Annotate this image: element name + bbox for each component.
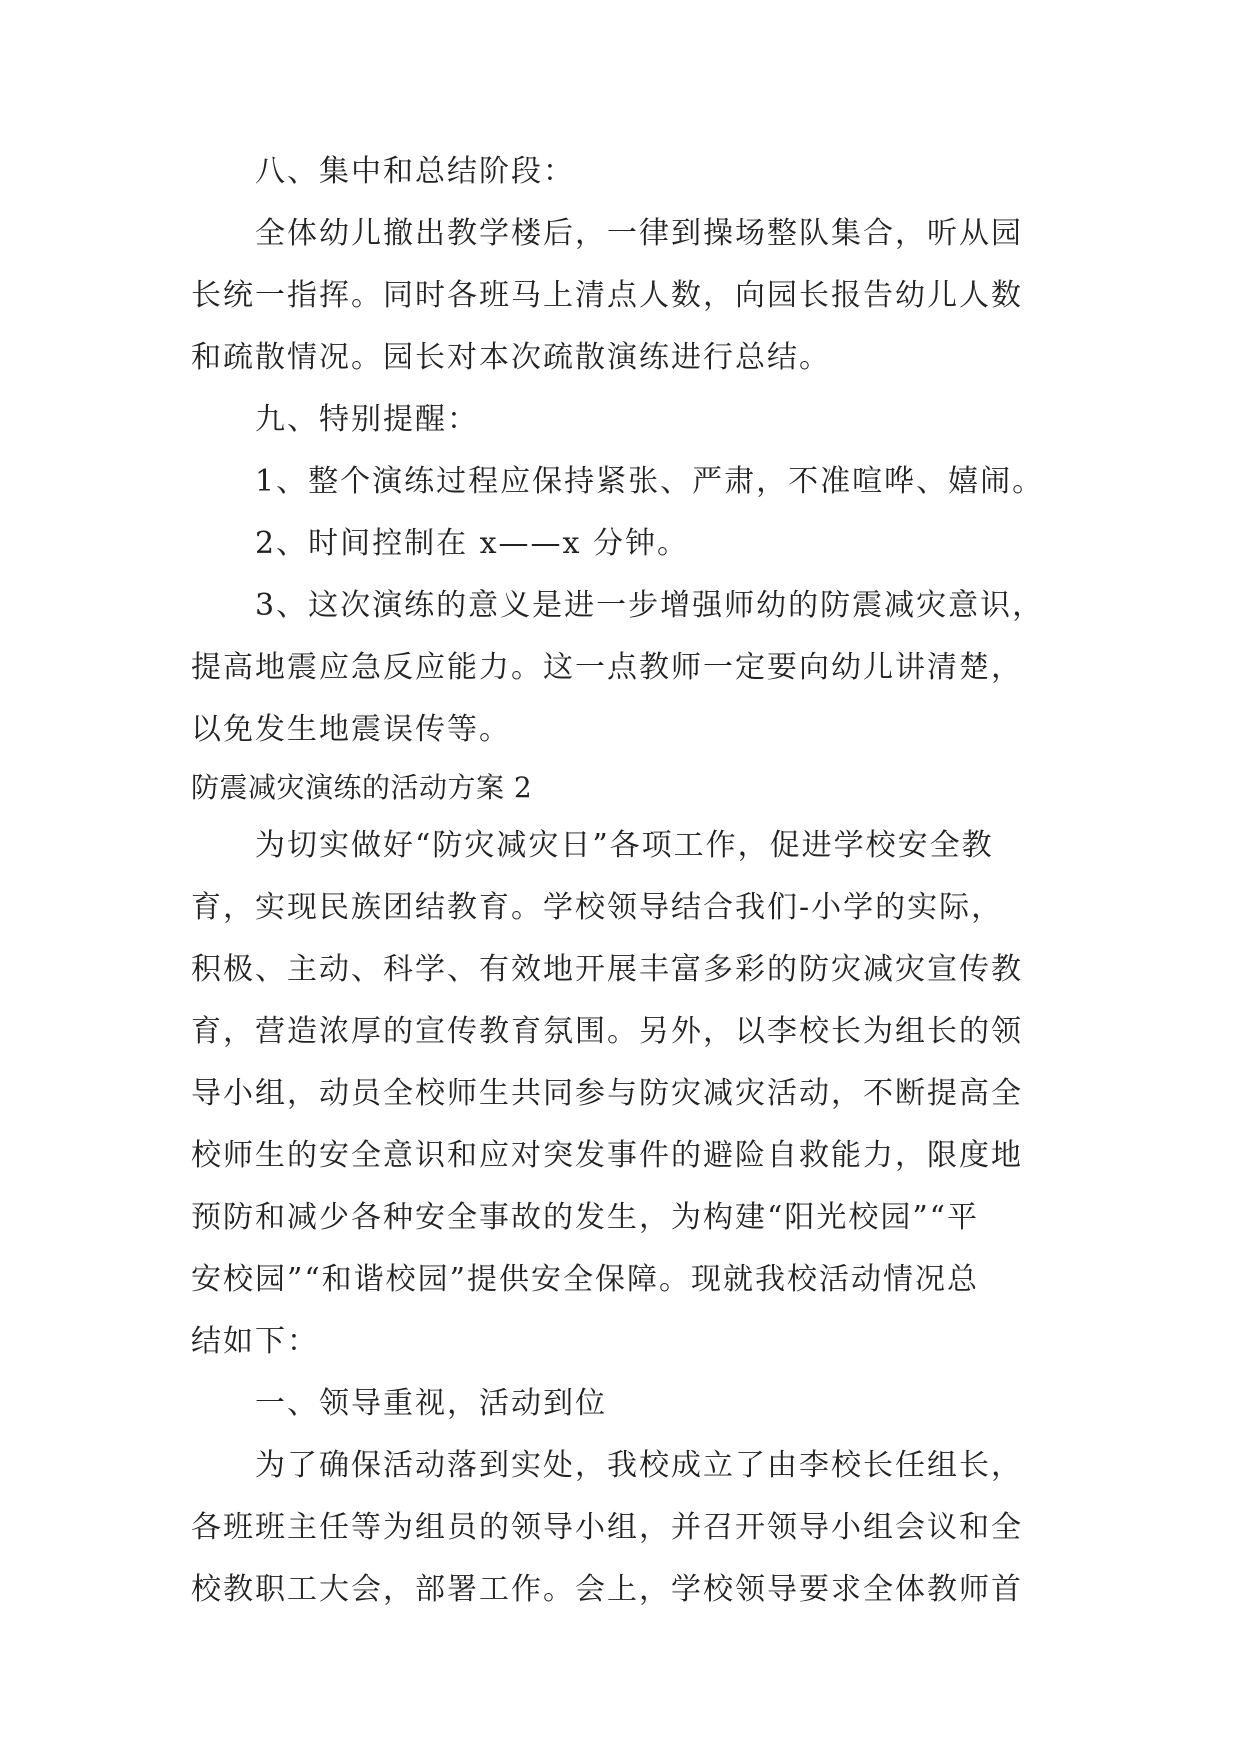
section-heading-1: 一、领导重视，活动到位: [255, 1386, 607, 1421]
section-heading-9: 九、特别提醒：: [255, 402, 479, 437]
list-item: 3、这次演练的意义是进一步增强师幼的防震减灾意识，: [255, 588, 1045, 623]
list-item: 2、时间控制在 x——x 分钟。: [255, 526, 689, 561]
list-item: 1、整个演练过程应保持紧张、严肃，不准喧哗、嬉闹。: [255, 464, 1045, 499]
paragraph-line: 育，实现民族团结教育。学校领导结合我们-小学的实际，: [191, 890, 1004, 925]
paragraph-line: 育，营造浓厚的宣传教育氛围。另外，以李校长为组长的领: [191, 1014, 1023, 1049]
paragraph-line: 以免发生地震误传等。: [191, 712, 511, 747]
paragraph-line: 结如下：: [191, 1324, 319, 1359]
paragraph-line: 积极、主动、科学、有效地开展丰富多彩的防灾减灾宣传教: [191, 952, 1023, 987]
paragraph-line: 预防和减少各种安全事故的发生，为构建“阳光校园”“平: [191, 1200, 980, 1235]
paragraph-line: 导小组，动员全校师生共同参与防灾减灾活动，不断提高全: [191, 1076, 1023, 1111]
section-title: 防震减灾演练的活动方案 2: [191, 771, 533, 804]
paragraph-line: 和疏散情况。园长对本次疏散演练进行总结。: [191, 340, 831, 375]
paragraph-line: 全体幼儿撤出教学楼后，一律到操场整队集合，听从园: [255, 216, 1023, 251]
paragraph-line: 各班班主任等为组员的领导小组，并召开领导小组会议和全: [191, 1510, 1023, 1545]
paragraph-line: 校师生的安全意识和应对突发事件的避险自救能力，限度地: [191, 1138, 1023, 1173]
paragraph-line: 为了确保活动落到实处，我校成立了由李校长任组长，: [255, 1448, 1023, 1483]
paragraph-line: 提高地震应急反应能力。这一点教师一定要向幼儿讲清楚，: [191, 650, 1023, 685]
paragraph-line: 校教职工大会，部署工作。会上，学校领导要求全体教师首: [191, 1572, 1023, 1607]
section-heading-8: 八、集中和总结阶段：: [255, 154, 575, 189]
paragraph-line: 安校园”“和谐校园”提供安全保障。现就我校活动情况总: [191, 1262, 980, 1297]
paragraph-line: 为切实做好“防灾减灾日”各项工作，促进学校安全教: [255, 828, 994, 863]
paragraph-line: 长统一指挥。同时各班马上清点人数，向园长报告幼儿人数: [191, 278, 1023, 313]
